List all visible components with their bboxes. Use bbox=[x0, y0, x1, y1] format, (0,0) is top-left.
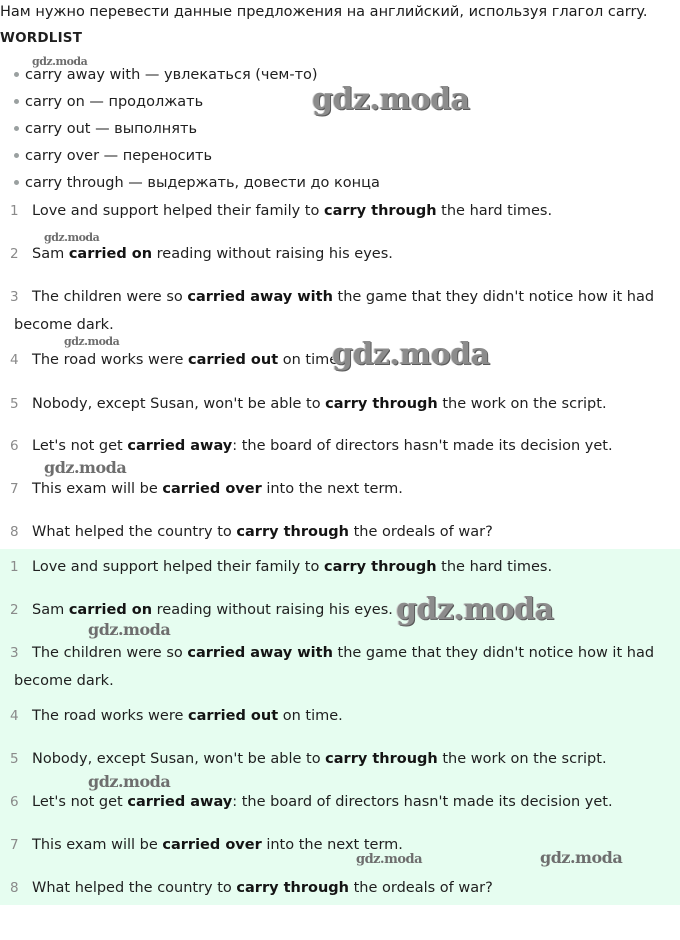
item-number: 7 bbox=[10, 837, 19, 853]
wordlist-item-label: carry out — выполнять bbox=[25, 121, 197, 137]
phrasal-verb: carry through bbox=[323, 203, 437, 219]
item-number: 7 bbox=[10, 481, 19, 497]
sentence-text: : the board of directors hasn't made its decision yet. bbox=[232, 438, 613, 454]
wordlist-item bbox=[14, 94, 203, 110]
watermark: gdz.moda bbox=[396, 592, 554, 627]
sentence-text: This exam will be bbox=[32, 481, 163, 497]
item-number: 3 bbox=[10, 289, 19, 305]
sentence-text: into the next term. bbox=[261, 481, 403, 497]
sentence-text: become dark. bbox=[14, 317, 114, 333]
wordlist-item bbox=[14, 121, 197, 137]
exercise-item-6 bbox=[10, 432, 670, 460]
answer-item-5 bbox=[10, 745, 670, 773]
item-number: 5 bbox=[10, 396, 19, 412]
sentence-text: reading without raising his eyes. bbox=[152, 602, 393, 618]
item-number: 8 bbox=[10, 880, 19, 896]
sentence-text: Nobody, except Susan, won't be able to bbox=[32, 396, 326, 412]
phrasal-verb: carry through bbox=[325, 751, 438, 767]
sentence-text: What helped the country to bbox=[32, 524, 237, 540]
answer-item-1 bbox=[10, 553, 670, 581]
sentence-text: What helped the country to bbox=[32, 880, 237, 896]
watermark: gdz.moda bbox=[332, 337, 490, 372]
sentence-text: Love and support helped their family to bbox=[32, 559, 324, 575]
bullet-icon bbox=[14, 153, 19, 158]
phrasal-verb: carried on bbox=[68, 602, 153, 618]
sentence-text: This exam will be bbox=[32, 837, 163, 853]
bullet-icon bbox=[14, 126, 19, 131]
sentence-text: Sam bbox=[32, 246, 69, 262]
intro-text: Нам нужно перевести данные предложения на английский, используя глагол carry. bbox=[0, 4, 648, 20]
phrasal-verb: carried on bbox=[68, 246, 153, 262]
phrasal-verb: carried over bbox=[162, 837, 262, 853]
phrasal-verb: carried away bbox=[127, 794, 233, 810]
item-number: 4 bbox=[10, 352, 19, 368]
phrasal-verb: carried out bbox=[188, 708, 279, 724]
phrasal-verb: carried over bbox=[162, 481, 262, 497]
wordlist-item-label: carry over — переносить bbox=[25, 148, 213, 164]
sentence-text: the hard times. bbox=[436, 203, 553, 219]
wordlist-item-label: carry on — продолжать bbox=[25, 94, 204, 110]
wordlist-item-label: carry away with — увлекаться (чем-то) bbox=[25, 67, 318, 83]
answer-item-8 bbox=[10, 874, 670, 902]
sentence-text: The children were so bbox=[32, 645, 188, 661]
answer-item-4 bbox=[10, 702, 670, 730]
bullet-icon bbox=[14, 99, 19, 104]
sentence-text: the game that they didn't notice how it had bbox=[332, 289, 655, 305]
bullet-icon bbox=[14, 72, 19, 77]
phrasal-verb: carried away with bbox=[187, 645, 333, 661]
sentence-text: The children were so bbox=[32, 289, 188, 305]
watermark: gdz.moda bbox=[88, 620, 171, 639]
answer-item-3 bbox=[10, 639, 670, 695]
sentence-text: on time. bbox=[278, 352, 343, 368]
exercise-item-3 bbox=[10, 283, 670, 339]
wordlist-item bbox=[14, 67, 318, 83]
sentence-text: : the board of directors hasn't made its decision yet. bbox=[232, 794, 613, 810]
sentence-text: become dark. bbox=[14, 673, 114, 689]
watermark: gdz.moda bbox=[44, 231, 100, 244]
sentence-text: Love and support helped their family to bbox=[32, 203, 324, 219]
sentence-text: The road works were bbox=[32, 708, 188, 724]
wordlist-heading: WORDLIST bbox=[0, 30, 83, 46]
sentence-text: Let's not get bbox=[32, 438, 128, 454]
sentence-text: the game that they didn't notice how it had bbox=[332, 645, 655, 661]
phrasal-verb: carry through bbox=[323, 559, 437, 575]
sentence-text: the work on the script. bbox=[437, 396, 607, 412]
sentence-text: the ordeals of war? bbox=[349, 880, 493, 896]
watermark: gdz.moda bbox=[64, 335, 120, 348]
exercise-item-2 bbox=[10, 240, 670, 268]
bullet-icon bbox=[14, 180, 19, 185]
wordlist-item bbox=[14, 148, 212, 164]
sentence-text: The road works were bbox=[32, 352, 188, 368]
exercise-item-5 bbox=[10, 390, 670, 418]
exercise-item-1 bbox=[10, 197, 670, 225]
phrasal-verb: carry through bbox=[325, 396, 438, 412]
watermark: gdz.moda bbox=[32, 55, 88, 68]
sentence-text: the hard times. bbox=[436, 559, 553, 575]
item-number: 2 bbox=[10, 246, 19, 262]
item-number: 1 bbox=[10, 559, 19, 575]
answer-item-6 bbox=[10, 788, 670, 816]
watermark: gdz.moda bbox=[44, 458, 127, 477]
watermark: gdz.moda bbox=[356, 852, 423, 867]
item-number: 6 bbox=[10, 438, 19, 454]
phrasal-verb: carried away bbox=[127, 438, 233, 454]
wordlist-item-label: carry through — выдержать, довести до конца bbox=[25, 175, 380, 191]
item-number: 2 bbox=[10, 602, 19, 618]
item-number: 4 bbox=[10, 708, 19, 724]
phrasal-verb: carried away with bbox=[187, 289, 333, 305]
item-number: 5 bbox=[10, 751, 19, 767]
watermark: gdz.moda bbox=[88, 772, 171, 791]
sentence-text: reading without raising his eyes. bbox=[152, 246, 393, 262]
sentence-text: the work on the script. bbox=[437, 751, 607, 767]
exercise-item-7 bbox=[10, 475, 670, 503]
item-number: 6 bbox=[10, 794, 19, 810]
sentence-text: Nobody, except Susan, won't be able to bbox=[32, 751, 326, 767]
sentence-text: Let's not get bbox=[32, 794, 128, 810]
sentence-text: the ordeals of war? bbox=[349, 524, 493, 540]
sentence-text: Sam bbox=[32, 602, 69, 618]
phrasal-verb: carry through bbox=[236, 880, 349, 896]
exercise-item-8 bbox=[10, 518, 670, 546]
item-number: 1 bbox=[10, 203, 19, 219]
wordlist-item bbox=[14, 175, 380, 191]
watermark: gdz.moda bbox=[312, 82, 470, 117]
item-number: 3 bbox=[10, 645, 19, 661]
item-number: 8 bbox=[10, 524, 19, 540]
sentence-text: on time. bbox=[278, 708, 343, 724]
sentence-text: into the next term. bbox=[261, 837, 403, 853]
watermark: gdz.moda bbox=[540, 848, 623, 867]
phrasal-verb: carried out bbox=[188, 352, 279, 368]
phrasal-verb: carry through bbox=[236, 524, 349, 540]
